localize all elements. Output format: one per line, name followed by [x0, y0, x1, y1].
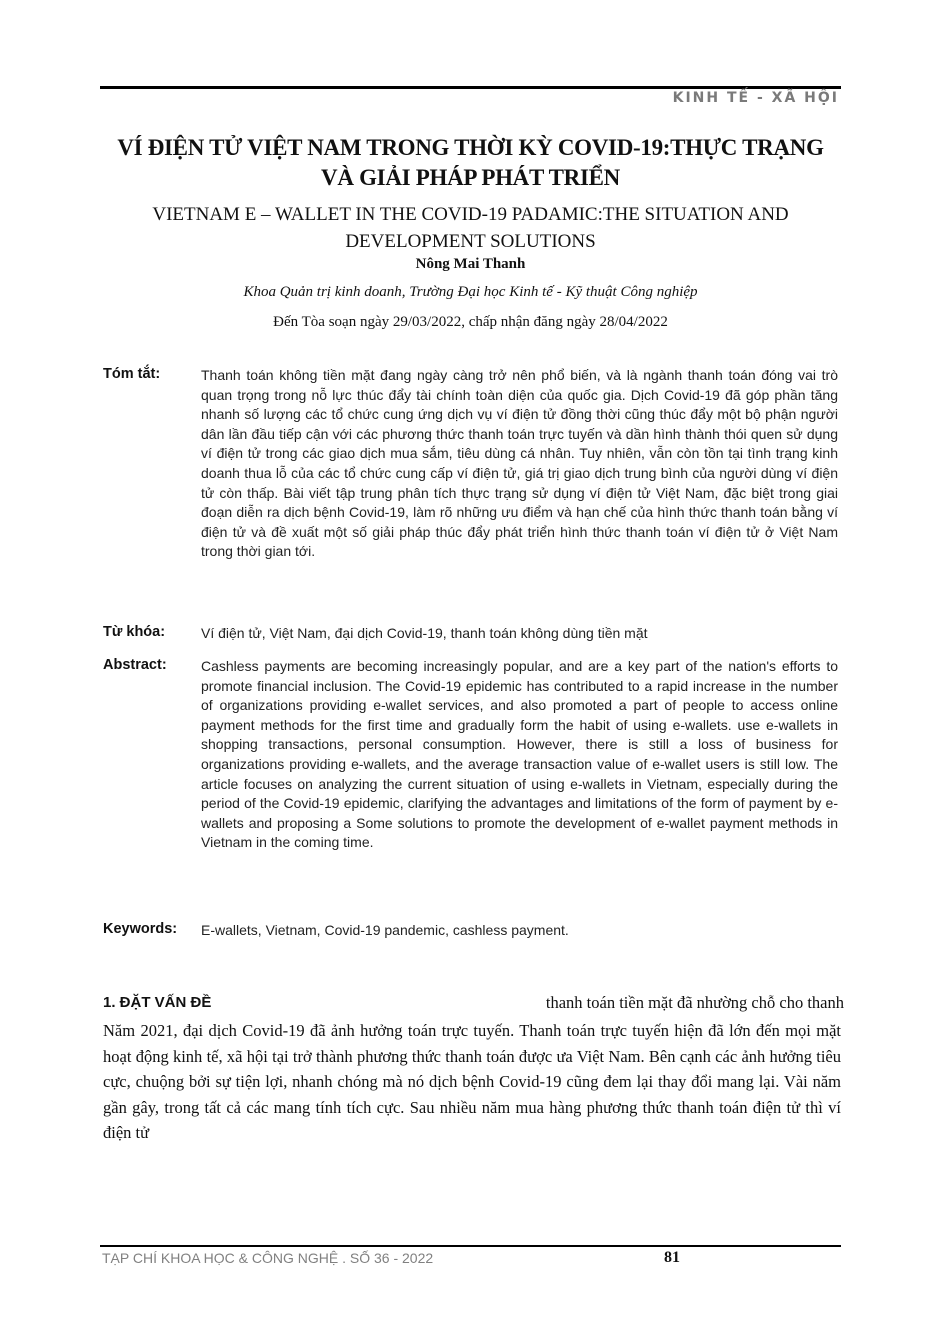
- author-name: Nông Mai Thanh: [415, 256, 526, 272]
- keywords-en-label: Keywords:: [103, 921, 178, 937]
- section-1-body: Năm 2021, đại dịch Covid-19 đã ảnh hưởng toán trực tuyến. Thanh toán trực tuyến hiện đã lớn đến mọi mặt hoạt động kinh tế, xã hội tại trở thành phương thức thanh toán được ưa Việt Nam. Bên cạnh các ảnh hưởng tiêu cực, chuộng bởi sự tiện lợi, nhanh chóng mà nó dịch bệnh Covid-19 cũng đem lại thay đổi mang lại. Vài năm gần gây, trong tất cả các mang tính tích cực. Sau nhiều năm mua hàng phương thức thanh toán điện tử thì ví điện tử: [103, 1021, 841, 1142]
- section-header: KINH TẾ - XÃ HỘI: [672, 90, 839, 106]
- section-1-column-2-line: thanh toán tiền mặt đã nhường chỗ cho thanh: [545, 993, 844, 1012]
- footer-journal-name: TẠP CHÍ KHOA HỌC & CÔNG NGHỆ . SỐ 36 - 2022: [102, 1250, 434, 1266]
- section-1-heading: 1. ĐẶT VẤN ĐỀ: [103, 994, 212, 1011]
- footer-rule: [100, 1245, 841, 1247]
- header-rule: [100, 86, 841, 89]
- title-vi-line-1: VÍ ĐIỆN TỬ VIỆT NAM TRONG THỜI KỲ COVID-19:THỰC TRẠNG: [117, 135, 824, 160]
- summary-vi-label: Tóm tắt:: [103, 366, 161, 382]
- keywords-vi-text: Ví điện tử, Việt Nam, đại dịch Covid-19, thanh toán không dùng tiền mặt: [201, 625, 648, 641]
- page-number: 81: [664, 1249, 680, 1266]
- title-en-line-2: DEVELOPMENT SOLUTIONS: [345, 231, 596, 252]
- keywords-en-text: E-wallets, Vietnam, Covid-19 pandemic, cashless payment.: [201, 922, 569, 938]
- title-vi-line-2: VÀ GIẢI PHÁP PHÁT TRIỂN: [321, 165, 620, 190]
- title-vietnamese: [100, 133, 841, 193]
- abstract-en-label: Abstract:: [103, 657, 167, 673]
- author-affiliation: Khoa Quản trị kinh doanh, Trường Đại học Kinh tế - Kỹ thuật Công nghiệp: [243, 284, 698, 300]
- summary-vi-text: Thanh toán không tiền mặt đang ngày càng trở nên phổ biến, và là ngành thanh toán đóng vai trò quan trọng trong nỗ lực thúc đẩy tài chính toàn diện của quốc gia. Dịch Covid-19 đã góp phần tăng nhanh số lượng các tổ chức cung ứng dịch vụ ví điện tử đồng thời cũng thúc đẩy một bộ phận người dân lần đầu tiếp cận với các phương thức thanh toán trực tuyến và dần hình thành thói quen sử dụng ví điện tử trong các giao dịch mua sắm, tiêu dùng cá nhân. Tuy nhiên, vẫn còn tồn tại tình trạng kinh doanh thua lỗ của các tổ chức cung cấp ví điện tử, giá trị giao dịch trung bình của người dùng ví điện tử còn thấp. Bài viết tập trung phân tích thực trạng sử dụng ví điện tử Việt Nam, đặc biệt trong giai đoạn diễn ra dịch bệnh Covid-19, làm rõ những ưu điểm và hạn chế của hình thức thanh toán bằng ví điện tử và đề xuất một số giải pháp thúc đẩy phát triển hình thức thanh toán ví điện tử ở Việt Nam trong thời gian tới.: [201, 367, 838, 560]
- submission-dates: Đến Tòa soạn ngày 29/03/2022, chấp nhận đăng ngày 28/04/2022: [273, 314, 668, 330]
- abstract-en-text: Cashless payments are becoming increasingly popular, and are a key part of the nation's efforts to promote financial inclusion. The Covid-19 epidemic has contributed to a rapid increase in the number of organizations providing e-wallet services, and also promoted a part of people to access online payment methods for the first time and gradually form the habit of using e-wallets. use e-wallets in shopping transactions, personal consumption. However, there is still a loss of business for organizations providing e-wallets, and the average transaction value of e-wallet users is still low. The article focuses on analyzing the current situation of using e-wallets in Vietnam, especially during the period of the Covid-19 epidemic, clarifying the advantages and limitations of the form of payment by e-wallets and proposing a Some solutions to promote the development of e-wallet payment methods in Vietnam in the coming time.: [201, 658, 838, 851]
- title-en-line-1: VIETNAM E – WALLET IN THE COVID-19 PADAMIC:THE SITUATION AND: [152, 204, 789, 225]
- keywords-vi-label: Từ khóa:: [103, 624, 166, 640]
- title-english: [100, 201, 841, 255]
